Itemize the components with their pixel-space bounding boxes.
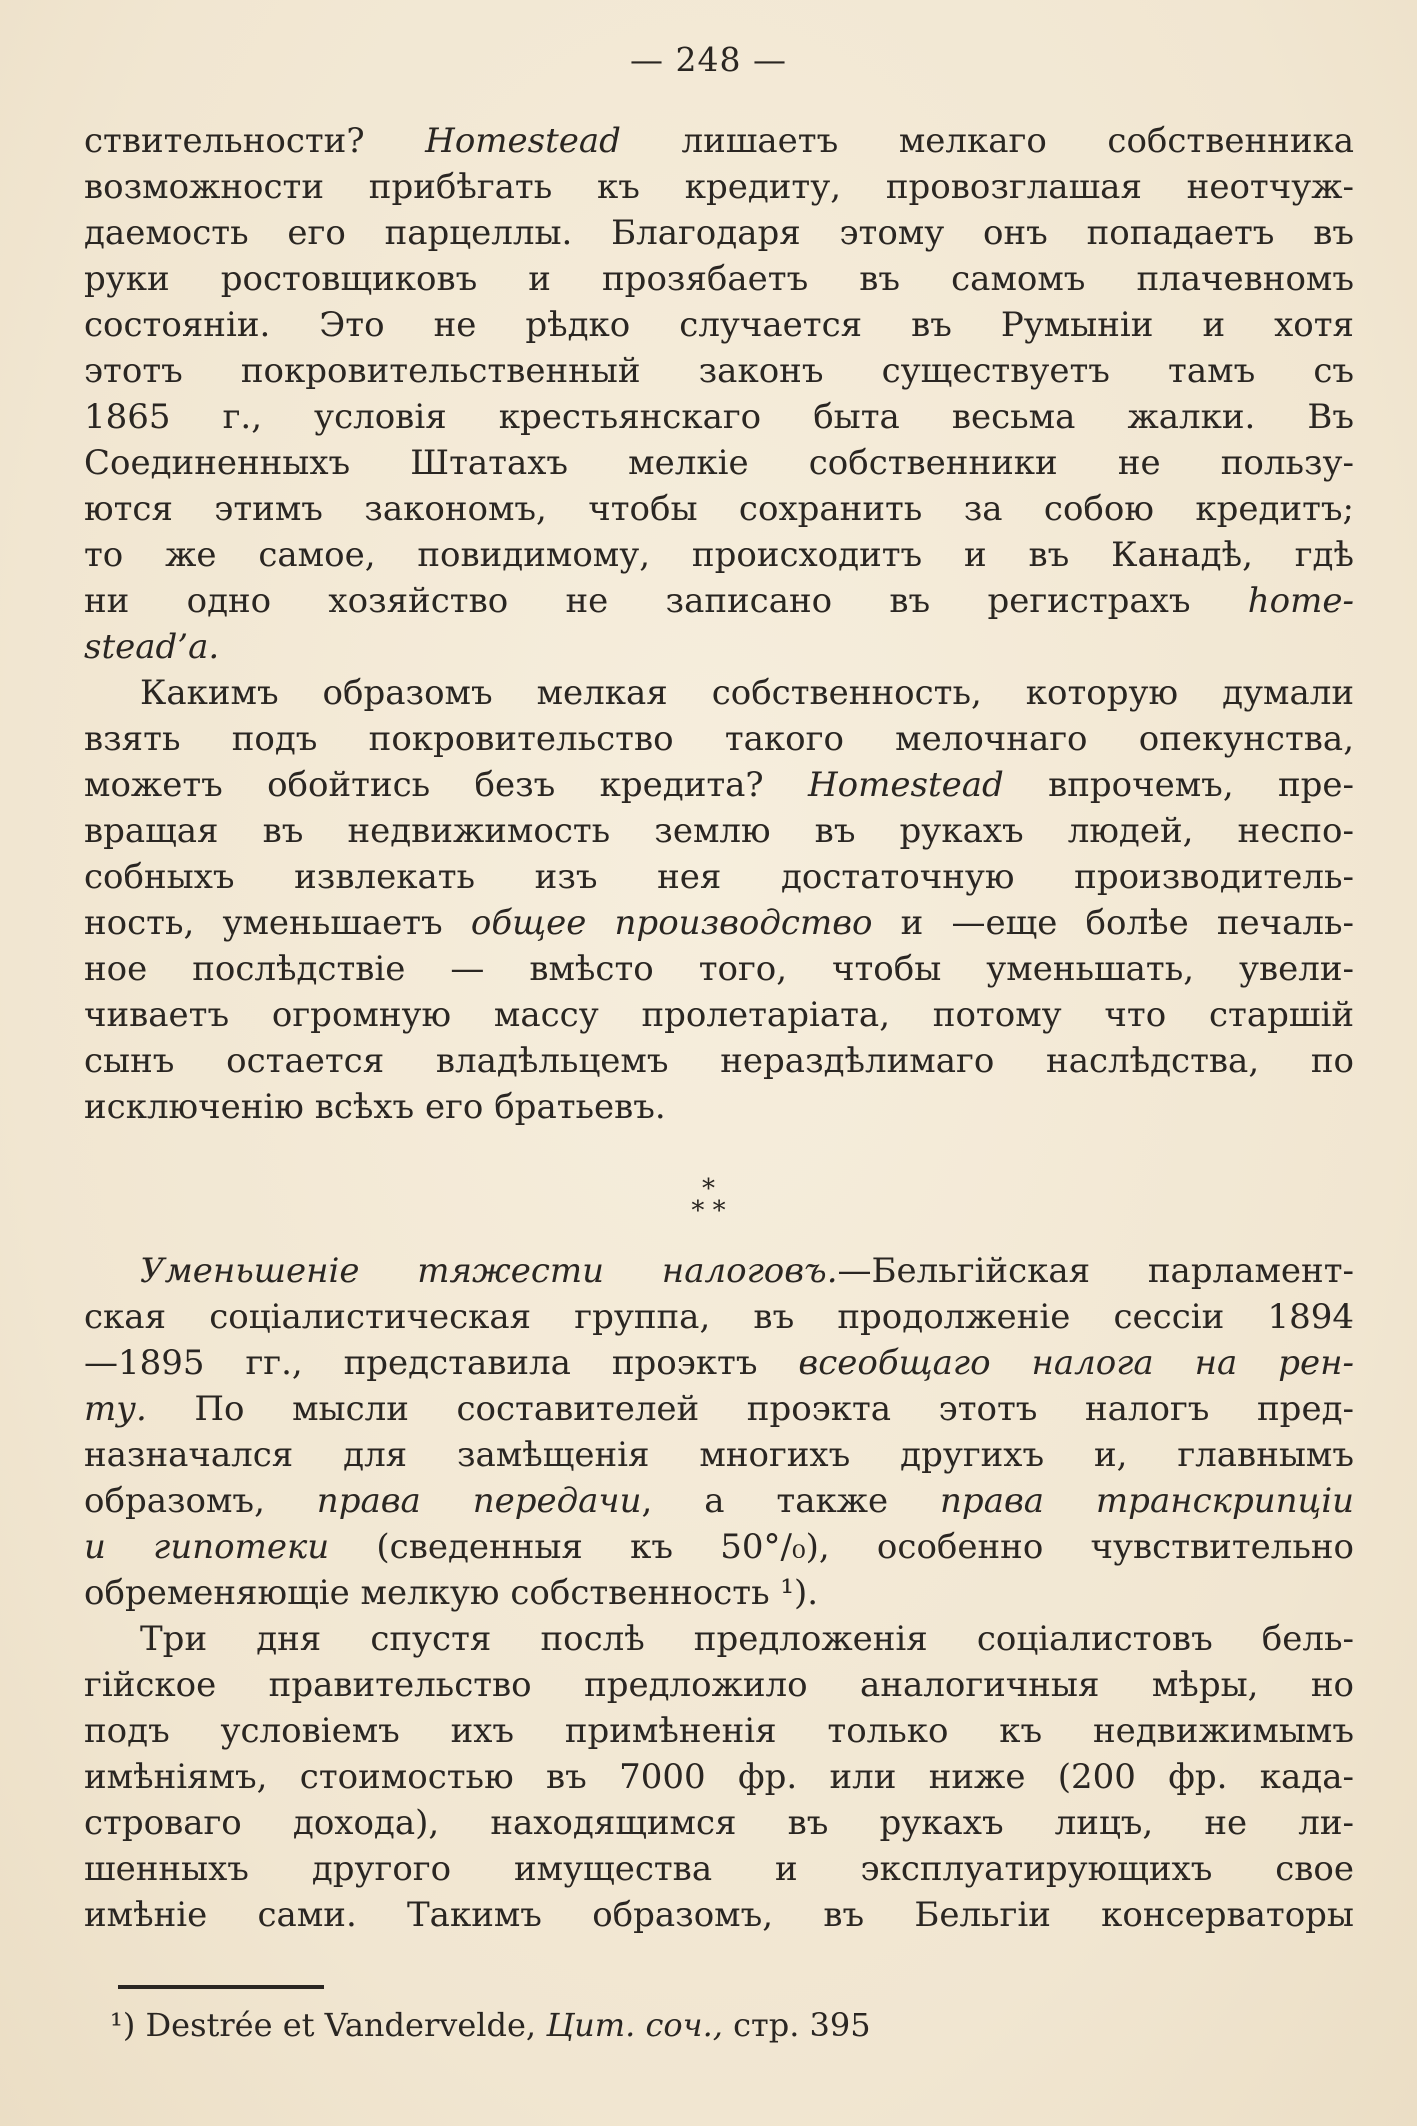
text-run: этотъ покровительственный законъ существуетъ тамъ съ [84,351,1354,391]
text-line [84,1524,1354,1570]
text-run: ное послѣдствіе — вмѣсто того, чтобы уменьшать, увели- [84,949,1354,989]
text-line [84,1892,1354,1938]
text-run: можетъ обойтись безъ кредита? [84,765,809,805]
text-run: Какимъ образомъ мелкая собственность, которую думали [140,673,1354,713]
paragraph-homestead-credit [84,118,1354,1130]
text-run: то же самое, повидимому, происходитъ и въ Канадѣ, гдѣ [84,535,1354,575]
text-run: гійское правительство предложило аналогичныя мѣры, но [84,1665,1354,1705]
section-break [0,1174,1417,1226]
text-line [84,1662,1354,1708]
text-run: руки ростовщиковъ и прозябаетъ въ самомъ плачевномъ [84,259,1354,299]
text-line [84,1386,1354,1432]
footnote-marker: ¹) [110,2006,136,2044]
text-line [84,716,1354,762]
text-line [84,440,1354,486]
page-number: — 248 — [630,40,787,79]
text-run: ствительности? [84,121,426,161]
text-line [84,302,1354,348]
text-line [84,532,1354,578]
text-run: , а также [641,1481,941,1521]
text-line [84,256,1354,302]
text-line [84,1616,1354,1662]
footnote [110,2002,871,2048]
italic-text: Уменьшеніе тяжести налоговъ. [140,1251,838,1291]
text-run: имѣніе сами. Такимъ образомъ, въ Бельгіи консерваторы [84,1895,1354,1935]
italic-text: права передачи [316,1481,642,1521]
text-line [84,1084,1354,1130]
text-run: —1895 гг., представила проэктъ [84,1343,799,1383]
italic-text: home- [1247,581,1354,621]
text-line [84,1800,1354,1846]
text-run: ность, уменьшаетъ [84,903,471,943]
text-run: чиваетъ огромную массу пролетаріата, потому что старшій [84,995,1354,1035]
text-run: ются этимъ закономъ, чтобы сохранить за собою кредитъ; [84,489,1354,529]
text-run: шенныхъ другого имущества и эксплуатирующихъ свое [84,1849,1354,1889]
section-break-bottom-stars: * * [691,1196,726,1226]
text-run: даемость его парцеллы. Благодаря этому онъ попадаетъ въ [84,213,1354,253]
text-run: ни одно хозяйство не записано въ регистрахъ [84,581,1248,621]
text-line [84,578,1354,624]
text-run: По мысли составителей проэкта этотъ налогъ пред- [146,1389,1354,1429]
text-run: образомъ, [84,1481,317,1521]
text-line [84,670,1354,716]
footnote-rule [118,1985,324,1989]
text-line [84,1708,1354,1754]
text-line [84,1570,1354,1616]
section-break-top-star: * [702,1174,715,1204]
text-run: 1865 г., условія крестьянскаго быта весьма жалки. Въ [84,397,1354,437]
text-run: возможности прибѣгать къ кредиту, провозглашая неотчуж- [84,167,1354,207]
text-run: строваго дохода), находящимся въ рукахъ лицъ, не ли- [84,1803,1354,1843]
italic-text: Homestead [425,121,621,161]
text-line [84,808,1354,854]
text-line [84,486,1354,532]
text-line [84,946,1354,992]
text-line [84,1432,1354,1478]
text-run: впрочемъ, пре- [1003,765,1354,805]
italic-text: Homestead [808,765,1004,805]
text-line [84,900,1354,946]
text-run: (сведенныя къ 50°/₀), особенно чувствительно [329,1527,1354,1567]
text-run: исключенію всѣхъ его братьевъ. [84,1087,666,1127]
text-run: назначался для замѣщенія многихъ другихъ и, главнымъ [84,1435,1354,1475]
italic-text: stead’a. [84,627,220,667]
text-run: взять подъ покровительство такого мелочнаго опекунства, [84,719,1354,759]
text-run: Три дня спустя послѣ предложенія соціалистовъ бель- [140,1619,1354,1659]
text-line [84,854,1354,900]
italic-text: и гипотеки [84,1527,330,1567]
text-run: обременяющіе мелкую собственность ¹). [84,1573,819,1613]
text-line [84,394,1354,440]
paragraph-tax-reduction [84,1248,1354,1938]
text-run: Соединенныхъ Штатахъ мелкіе собственники не пользу- [84,443,1354,483]
italic-text: права транскрипціи [940,1481,1354,1521]
text-run: вращая въ недвижимость землю въ рукахъ людей, неспо- [84,811,1354,851]
italic-text: общее производство [470,903,873,943]
text-run: собныхъ извлекать изъ нея достаточную производитель- [84,857,1354,897]
text-line [84,1248,1354,1294]
text-line [84,348,1354,394]
text-line [84,762,1354,808]
text-line [84,1478,1354,1524]
italic-text: всеобщаго налога на рен- [798,1343,1354,1383]
text-run: лишаетъ мелкаго собственника [620,121,1354,161]
text-run: сынъ остается владѣльцемъ нераздѣлимаго наслѣдства, по [84,1041,1354,1081]
text-line [84,1294,1354,1340]
text-run: имѣніямъ, стоимостью въ 7000 фр. или ниже (200 фр. када- [84,1757,1354,1797]
footnote-work: Цит. соч., [546,2006,723,2044]
text-run: —Бельгійская парламент- [837,1251,1354,1291]
text-line [84,1846,1354,1892]
text-line [84,624,1354,670]
footnote-author: Destrée et Vandervelde, [145,2006,537,2044]
text-line [84,1754,1354,1800]
text-line [84,164,1354,210]
text-run: состояніи. Это не рѣдко случается въ Румыніи и хотя [84,305,1354,345]
text-line [84,992,1354,1038]
text-line [84,1340,1354,1386]
text-run: ская соціалистическая группа, въ продолженіе сессіи 1894 [84,1297,1354,1337]
footnote-page-ref: стр. 395 [733,2006,871,2044]
text-run: и —еще болѣе печаль- [872,903,1354,943]
italic-text: ту. [84,1389,147,1429]
text-run: подъ условіемъ ихъ примѣненія только къ недвижимымъ [84,1711,1354,1751]
text-line [84,118,1354,164]
text-line [84,210,1354,256]
text-line [84,1038,1354,1084]
